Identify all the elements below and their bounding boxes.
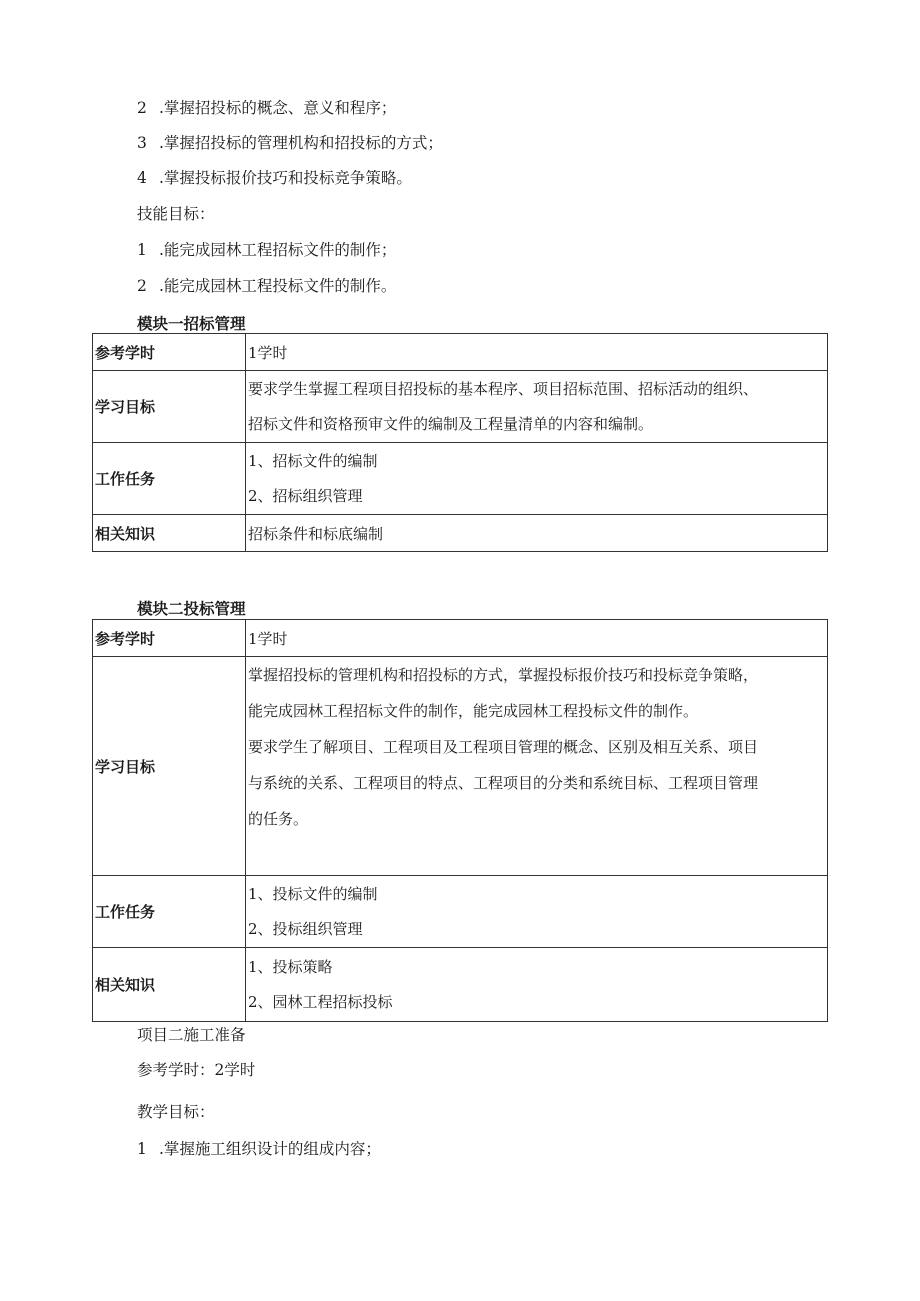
module1-hours-label: 参考学时 (93, 334, 246, 371)
module1-row-task (93, 443, 828, 515)
project2-goal-label: 教学目标： (137, 1103, 215, 1121)
module1-row-hours (93, 334, 828, 371)
module1-row-knowledge (93, 515, 828, 552)
module2-hours-label: 参考学时 (93, 620, 246, 657)
module2-goal: 掌握招投标的管理机构和招投标的方式，掌握投标报价技巧和投标竞争策略， 能完成园林工程招标文件的制作，能完成园林工程投标文件的制作。 要求学生了解项目、工程项目及工程项目管理的概念、区别及相互关系、项目 与系统的关系、工程项目的特点、工程项目的分类和系统目标、工程项目管理 的任务。 (246, 657, 828, 876)
module1-knowledge: 招标条件和标底编制 (246, 515, 828, 552)
module2-goal-label: 学习目标 (93, 657, 246, 876)
intro-item-4: 4 .掌握投标报价技巧和投标竞争策略。 (137, 169, 412, 187)
module1-hours: 1学时 (246, 334, 828, 371)
skill-item-1: 1 .能完成园林工程招标文件的制作； (137, 241, 397, 259)
module1-tasks: 1、招标文件的编制 2、招标组织管理 (246, 443, 828, 515)
skill-goal-label: 技能目标： (137, 205, 215, 223)
project2-title: 项目二施工准备 (137, 1026, 246, 1044)
module1-title: 模块一招标管理 (137, 315, 246, 333)
project2-hours: 参考学时：2学时 (137, 1061, 256, 1079)
module2-row-knowledge (93, 948, 828, 1022)
skill-item-2: 2 .能完成园林工程投标文件的制作。 (137, 277, 397, 295)
module1-row-goal (93, 371, 828, 443)
intro-item-2: 2 .掌握招投标的概念、意义和程序； (137, 99, 397, 117)
module2-knowledge: 1、投标策略 2、园林工程招标投标 (246, 948, 828, 1022)
project2-item-1: 1 .掌握施工组织设计的组成内容； (137, 1140, 381, 1158)
module2-tasks: 1、投标文件的编制 2、投标组织管理 (246, 876, 828, 948)
module2-title: 模块二投标管理 (137, 600, 246, 618)
module2-row-goal (93, 657, 828, 876)
module2-row-hours (93, 620, 828, 657)
module1-task-label: 工作任务 (93, 443, 246, 515)
module1-goal-label: 学习目标 (93, 371, 246, 443)
module2-knowledge-label: 相关知识 (93, 948, 246, 1022)
intro-item-3: 3 .掌握招投标的管理机构和招投标的方式； (137, 134, 443, 152)
module2-table (92, 619, 828, 1022)
module1-table (92, 333, 828, 552)
module2-task-label: 工作任务 (93, 876, 246, 948)
module2-row-task (93, 876, 828, 948)
module2-hours: 1学时 (246, 620, 828, 657)
module1-goal: 要求学生掌握工程项目招投标的基本程序、项目招标范围、招标活动的组织、 招标文件和资格预审文件的编制及工程量清单的内容和编制。 (246, 371, 828, 443)
module1-knowledge-label: 相关知识 (93, 515, 246, 552)
